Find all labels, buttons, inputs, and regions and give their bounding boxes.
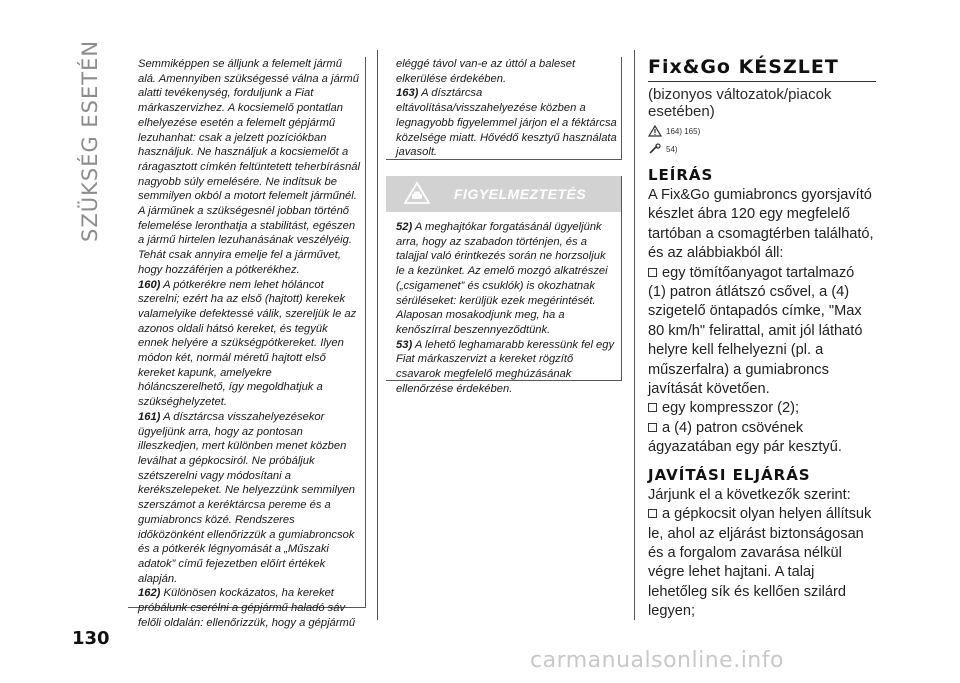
warning-title: FIGYELMEZTETÉS (454, 185, 587, 202)
procedure-text: Járjunk el a következők szerint: (648, 486, 851, 503)
note-number: 162) (138, 587, 161, 600)
section-title: Fix&Go KÉSZLET (648, 56, 876, 82)
note-number: 161) (138, 410, 161, 423)
paragraph (396, 338, 617, 397)
note-number: 52) (396, 221, 413, 233)
watermark: carmanualsonline.info (530, 648, 784, 673)
column-divider (377, 50, 378, 620)
description-title: LEÍRÁS (648, 166, 714, 184)
note-text: A meghajtókar forgatásánál ügyeljünk arra, hogy az szabadon történjen, és a talajjal való érintkezés során ne horzsoljuk le a kezünket. Az emelő mozgó alkatrészei („csigamenet” és csuklók) is okozhatnak sérüléseket: kerüljük ezek megérintését. Alaposan mosakodjunk meg, ha a kenőszírral beszennyeződtünk. (396, 221, 608, 336)
square-bullet-icon (648, 268, 657, 277)
paragraph (138, 586, 361, 630)
note-text: Semmiképpen se álljunk a felemelt jármű alá. Amennyiben szükségessé válna a jármű alatti tevékenység, forduljunk a Fiat márkaszervizhez. A kocsiemelő pontatlan elhelyezése esetén a felemelt gépjármű lezuhanhat: csak a jelzett pozíciókban használjuk. Ne használjuk a kocsiemelőt a ráragasztott címkén feltüntetett teherbírásnál nagyobb súly emelésére. Ne indítsuk be semmilyen okból a motort felemelt járműnél. A járműnek a szükségesnél jobban történő felemelése leronthatja a stabilitást, egészen a jármű hirtelen lezuhanásának veszélyéig. Tehát csak annyira emelje fel a járművet, hogy hozzáférjen a pótkerékhez. (138, 58, 361, 276)
note-text: A lehető leghamarabb keressünk fel egy Fiat márkaszervizt a kereket rögzítő csavarok megfelelő meghúzásának ellenőrzése érdekében. (396, 338, 615, 395)
section-subtitle: (bizonyos változatok/piacok esetében) (648, 86, 832, 120)
paragraph (396, 220, 617, 338)
note-number: 163) (396, 87, 419, 100)
note-text: Különösen kockázatos, ha kereket próbálunk cserélni a gépjármű haladó sáv felőli oldalán: ellenőrizzük, hogy a gépjármű (138, 587, 356, 629)
reference-numbers: 164) 165) (666, 126, 701, 136)
procedure-title: JAVÍTÁSI ELJÁRÁS (648, 465, 811, 484)
reference-row (648, 122, 876, 140)
page-number: 130 (72, 628, 110, 649)
reference-row (648, 140, 876, 158)
square-bullet-icon (648, 423, 657, 432)
note-text: A dísztárcsa eltávolítása/visszahelyezése közben a legnagyobb figyelemmel járjon el a féktárcsa közelsége miatt. Hővédő kesztyű használata javasolt. (396, 87, 617, 159)
square-bullet-icon (648, 509, 657, 518)
warning-triangle-icon (648, 125, 662, 137)
column-divider (634, 50, 635, 620)
paragraph (138, 410, 361, 586)
section-side-title: SZÜKSÉG ESETÉN (78, 40, 102, 243)
list-item: a (4) patron csövének ágyazatában egy pár kesztyű. (648, 419, 842, 456)
paragraph (396, 57, 617, 86)
note-number: 160) (138, 278, 161, 291)
left-column-text (128, 57, 366, 629)
list-item: egy tömítőanyagot tartalmazó (1) patron átlátszó csővel, a (4) szigetelő öntapadós címke, "Max 80 km/h" felirattal, amit jól látható helyre kell felhelyezni (pl. a műszerfalra) a gumiabroncs javítását követően. (648, 264, 863, 398)
square-bullet-icon (648, 403, 657, 412)
right-column (648, 56, 876, 622)
list-item: a gépkocsit olyan helyen állítsuk le, ahol az eljárást biztonságosan és a forgalom zavarása nélkül végre lehet hajtani. A talaj lehetőleg sík és kellően szilárd legyen; (648, 506, 872, 620)
warning-header (386, 176, 621, 212)
reference-numbers: 54) (666, 144, 678, 154)
paragraph (396, 86, 617, 160)
paragraph (138, 278, 361, 410)
tool-icon (648, 143, 662, 155)
note-text: A pótkerékre nem lehet hóláncot szerelni; ezért ha az első (hajtott) kerekek valamelyike defektessé válik, szereljük le az azonos oldali hátsó kereket, és tegyük ennek helyére a szükségpótkereket. Ilyen módon két, normál méretű hajtott első kereket kapunk, amelyekre hóláncszerelhető, így megoldhatjuk a szükséghelyzetet. (138, 278, 357, 409)
note-number: 53) (396, 338, 413, 351)
list-item: egy kompresszor (2); (648, 399, 876, 418)
description-text: A Fix&Go gumiabroncs gyorsjavító készlet ábra 120 egy megfelelő tartóban a csomagtérben található, és az alábbiakból áll: (648, 187, 874, 262)
note-text: A dísztárcsa visszahelyezésekor ügyeljünk arra, hogy az pontosan illeszkedjen, mert különben menet közben leválhat a gépkocsiról. Ne próbáljuk szétszerelni vagy módosítani a kerékszelepeket. Ne helyezzünk semmilyen szerszámot a keréktárcsa pereme és a gumiabroncs közé. Rendszeres időközönként ellenőrizzük a gumiabroncsok és a pótkerék légnyomását a „Műszaki adatok” című fejezetben előírt értékek alapján. (138, 410, 356, 585)
paragraph (138, 57, 361, 278)
middle-column-text (386, 57, 622, 160)
warning-box (386, 176, 622, 395)
car-warning-icon (404, 181, 430, 205)
note-text: eléggé távol van-e az úttól a baleset elkerülése érdekében. (396, 58, 576, 85)
